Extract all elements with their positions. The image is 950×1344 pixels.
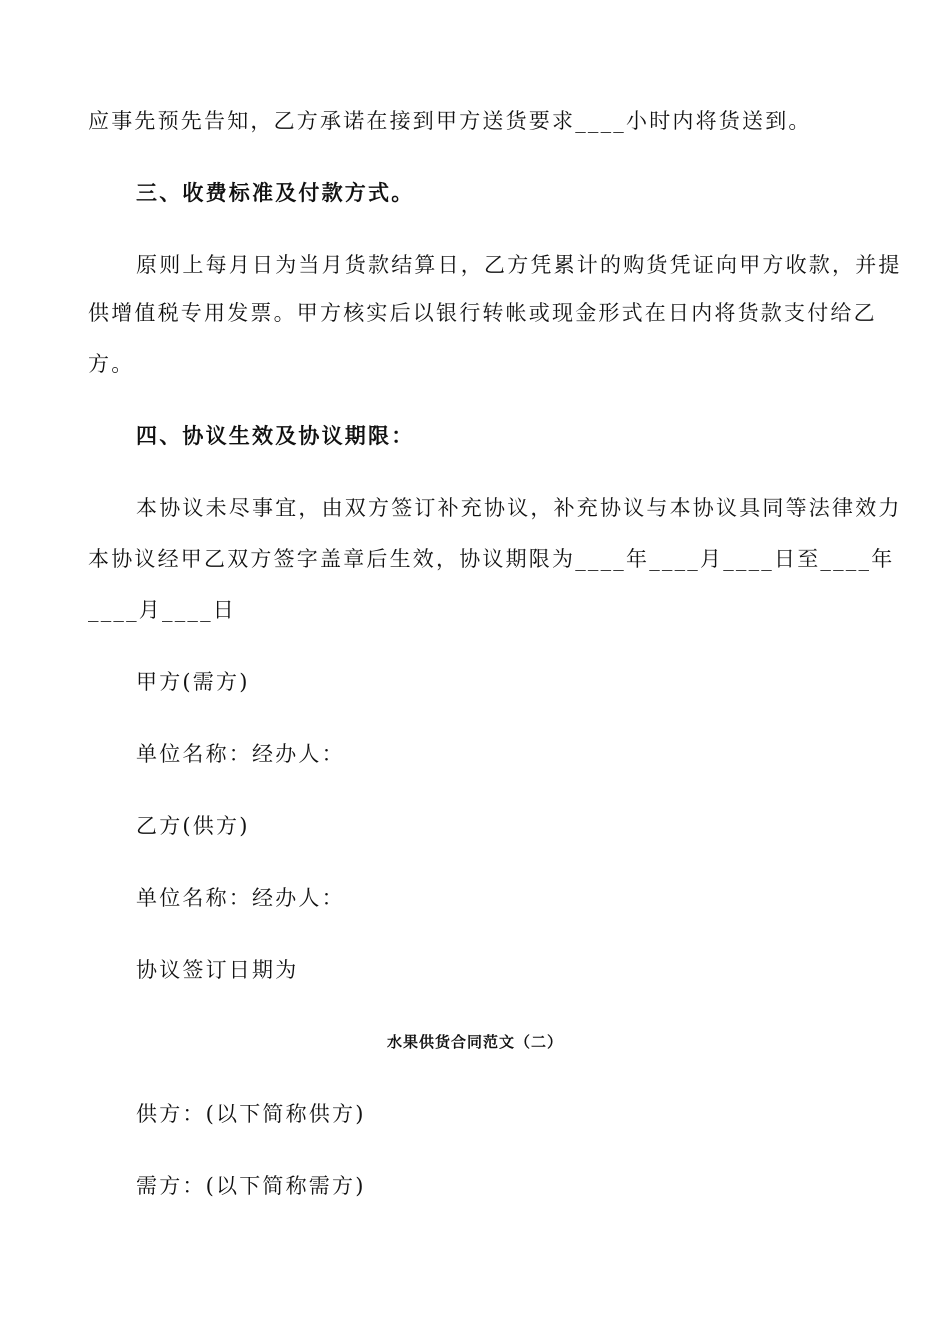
paragraph-payment-line-1: 原则上每月日为当月货款结算日，乙方凭累计的购货凭证向甲方收款，并提 — [136, 253, 902, 277]
heading-fees-payment: 三、收费标准及付款方式。 — [136, 180, 415, 205]
party-a-unit-agent: 单位名称：经办人： — [136, 742, 345, 766]
paragraph-term-line-1: 本协议未尽事宜，由双方签订补充协议，补充协议与本协议具同等法律效力 — [136, 496, 902, 520]
paragraph-term-line-2: 本协议经甲乙双方签字盖章后生效，协议期限为____年____月____日至____年 — [88, 547, 895, 571]
signing-date: 协议签订日期为 — [136, 958, 299, 982]
paragraph-delivery-continuation: 应事先预先告知，乙方承诺在接到甲方送货要求____小时内将货送到。 — [88, 109, 812, 133]
heading-effect-term: 四、协议生效及协议期限： — [136, 423, 415, 448]
paragraph-payment-line-3: 方。 — [88, 352, 135, 376]
party-a-label: 甲方(需方) — [136, 670, 250, 694]
supplier-line: 供方：(以下简称供方) — [136, 1102, 366, 1126]
section-title: 水果供货合同范文（二） — [386, 1033, 563, 1051]
paragraph-term-line-3: ____月____日 — [88, 598, 236, 622]
buyer-line: 需方：(以下简称需方) — [136, 1174, 366, 1198]
paragraph-payment-line-2: 供增值税专用发票。甲方核实后以银行转帐或现金形式在日内将货款支付给乙 — [88, 301, 877, 325]
party-b-label: 乙方(供方) — [136, 814, 250, 838]
party-b-unit-agent: 单位名称：经办人： — [136, 886, 345, 910]
